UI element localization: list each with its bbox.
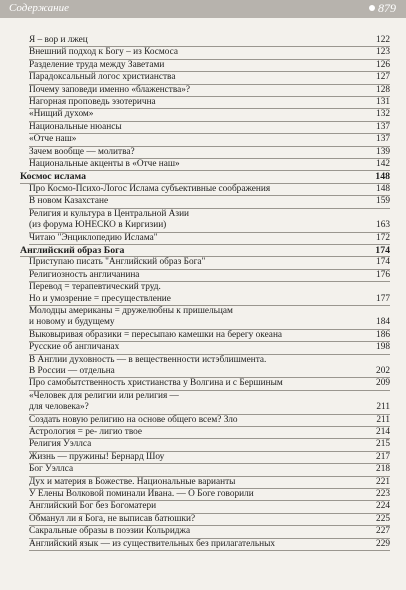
toc-entry	[29, 97, 390, 109]
toc-entry-title: Выковыривая образики = пересыпаю камешки на берегу океана	[29, 329, 283, 340]
toc-entry-page: 174	[375, 244, 390, 256]
toc-entry-page: 215	[376, 439, 390, 450]
toc-entry-title: Русские об англичанах	[29, 342, 120, 353]
toc-entry-page: 177	[376, 293, 390, 304]
toc-entry-title: Религиозность англичанина	[29, 269, 140, 280]
toc-entry-title: Разделение труда между Заветами	[29, 59, 165, 70]
toc-entry-title: Английский язык — из существительных без прилагательных	[29, 538, 275, 549]
toc-entry	[29, 85, 390, 97]
table-of-contents	[20, 35, 390, 551]
toc-entry-page: 225	[376, 513, 390, 524]
toc-entry-page: 172	[376, 232, 390, 243]
header-title: Содержание	[9, 2, 70, 14]
toc-entry	[29, 452, 390, 464]
toc-entry	[29, 489, 390, 501]
toc-entry-page: 184	[376, 317, 390, 328]
toc-entry-title: «Отче наш»	[29, 134, 77, 145]
toc-entry-title: Космос ислама	[20, 171, 86, 183]
toc-entry-title: Религия Уэллса	[29, 439, 92, 450]
toc-entry-page: 148	[375, 171, 390, 183]
toc-entry-title: Религия и культура в Центральной Азии (из форума ЮНЕСКО в Киргизии)	[29, 208, 190, 231]
toc-entry-title: Национальные акценты в «Отче наш»	[29, 159, 180, 170]
toc-entry	[29, 270, 390, 282]
toc-entry	[29, 233, 390, 245]
toc-entry-page: 137	[376, 121, 390, 132]
toc-entry	[29, 60, 390, 72]
toc-entry-page: 132	[376, 109, 390, 120]
toc-entry	[29, 147, 390, 159]
toc-entry	[29, 378, 390, 390]
toc-entry-title: Национальные нюансы	[29, 121, 122, 132]
toc-entry	[29, 330, 390, 342]
toc-entry-title: Почему заповеди именно «блаженства»?	[29, 84, 191, 95]
toc-entry-title: В Англии духовность — в вещественности истэблишмента. В России — отдельна	[29, 354, 267, 376]
toc-entry-title: В новом Казахстане	[29, 196, 109, 207]
toc-entry	[29, 391, 390, 415]
toc-entry	[29, 526, 390, 538]
bullet-icon	[369, 5, 375, 11]
toc-entry-title: Обманул ли я Бога, не выписав батюшки?	[29, 513, 196, 524]
toc-entry-title: У Елены Волковой поминали Ивана. — О Боге говорили	[29, 489, 254, 500]
toc-entry-page: 227	[376, 526, 390, 537]
toc-entry	[29, 342, 390, 354]
toc-entry	[29, 196, 390, 208]
toc-entry	[29, 439, 390, 451]
toc-entry-page: 131	[376, 97, 390, 108]
toc-section-heading	[20, 171, 390, 183]
toc-entry-page: 229	[376, 538, 390, 549]
toc-entry-page: 211	[376, 414, 390, 425]
toc-entry-title: Внешний подход к Богу – из Космоса	[29, 47, 178, 58]
toc-entry-page: 186	[376, 329, 390, 340]
toc-entry-title: Я – вор и лжец	[29, 35, 88, 45]
toc-entry-page: 202	[376, 365, 390, 376]
toc-entry-title: Молодцы американы = дружелюбны к пришельцам и новому и будущему	[29, 305, 233, 328]
toc-entry	[29, 35, 390, 47]
toc-entry-page: 176	[376, 269, 390, 280]
toc-entry-page: 163	[376, 220, 390, 231]
toc-entry-title: Нагорная проповедь эзотерична	[29, 97, 156, 108]
toc-entry-title: Парадоксальный логос христианства	[29, 72, 176, 83]
toc-entry-title: Приступаю писать "Английский образ Бога"	[29, 257, 206, 268]
toc-entry-title: Астрология = ре- лигио твое	[29, 427, 143, 437]
toc-entry	[29, 122, 390, 134]
header-page-value: 879	[378, 1, 396, 15]
toc-entry-title: Про Космо-Психо-Логос Ислама субъективные соображения	[29, 183, 271, 194]
toc-entry-page: 221	[376, 476, 390, 487]
toc-entry-page: 211	[376, 402, 390, 413]
toc-entry	[29, 209, 390, 233]
toc-entry-page: 159	[376, 196, 390, 207]
toc-entry	[29, 306, 390, 330]
toc-entry-page: 198	[376, 342, 390, 353]
toc-entry-page: 224	[376, 501, 390, 512]
toc-section-heading	[20, 245, 390, 257]
toc-entry-title: «Нищий духом»	[29, 109, 94, 120]
toc-entry-page: 122	[376, 35, 390, 45]
toc-entry	[29, 427, 390, 439]
toc-entry-page: 128	[376, 84, 390, 95]
toc-entry	[29, 109, 390, 121]
toc-entry	[29, 159, 390, 171]
toc-entry-page: 123	[376, 47, 390, 58]
toc-entry	[29, 415, 390, 427]
toc-entry-page: 209	[376, 378, 390, 389]
toc-entry-page: 126	[376, 59, 390, 70]
toc-entry-title: Английский образ Бога	[20, 244, 125, 256]
toc-entry-page: 223	[376, 489, 390, 500]
toc-entry-title: Английский Бог без Богоматери	[29, 501, 157, 512]
toc-entry	[29, 47, 390, 59]
toc-entry-page: 142	[376, 159, 390, 170]
toc-entry-title: Читаю "Энциклопедию Ислама"	[29, 232, 158, 243]
toc-entry	[29, 282, 390, 306]
toc-entry-page: 174	[376, 257, 390, 268]
toc-entry-page: 148	[376, 183, 390, 194]
toc-entry-page: 217	[376, 451, 390, 462]
toc-entry-title: Создать новую религию на основе общего всем? Зло	[29, 414, 238, 425]
toc-entry	[29, 184, 390, 196]
toc-entry	[29, 72, 390, 84]
toc-entry-page: 137	[376, 134, 390, 145]
toc-entry-title: Перевод = терапевтический труд. Но и умозрение = пресуществление	[29, 282, 171, 304]
toc-entry-title: Сакральные образы в поэзии Кольриджа	[29, 526, 191, 537]
toc-entry-title: «Человек для религии или религия — для человека»?	[29, 390, 179, 413]
toc-entry-page: 139	[376, 146, 390, 157]
toc-entry	[29, 355, 390, 379]
toc-entry-title: Бог Уэллса	[29, 464, 74, 475]
toc-entry-title: Жизнь — пружины! Бернард Шоу	[29, 451, 165, 462]
toc-entry-page: 214	[376, 427, 390, 437]
toc-entry	[29, 134, 390, 146]
toc-entry-page: 218	[376, 464, 390, 475]
running-header	[0, 0, 406, 18]
toc-entry-title: Дух и материя в Божестве. Национальные варианты	[29, 476, 236, 487]
toc-entry	[29, 257, 390, 269]
toc-entry	[29, 464, 390, 476]
toc-entry	[29, 514, 390, 526]
header-page-number	[369, 1, 396, 16]
toc-entry-title: Зачем вообще — молитва?	[29, 146, 135, 157]
toc-entry	[29, 501, 390, 513]
toc-entry-title: Про самобытственность христианства у Волгина и с Бершиным	[29, 378, 283, 389]
toc-entry	[29, 539, 390, 551]
toc-entry	[29, 477, 390, 489]
toc-entry-page: 127	[376, 72, 390, 83]
